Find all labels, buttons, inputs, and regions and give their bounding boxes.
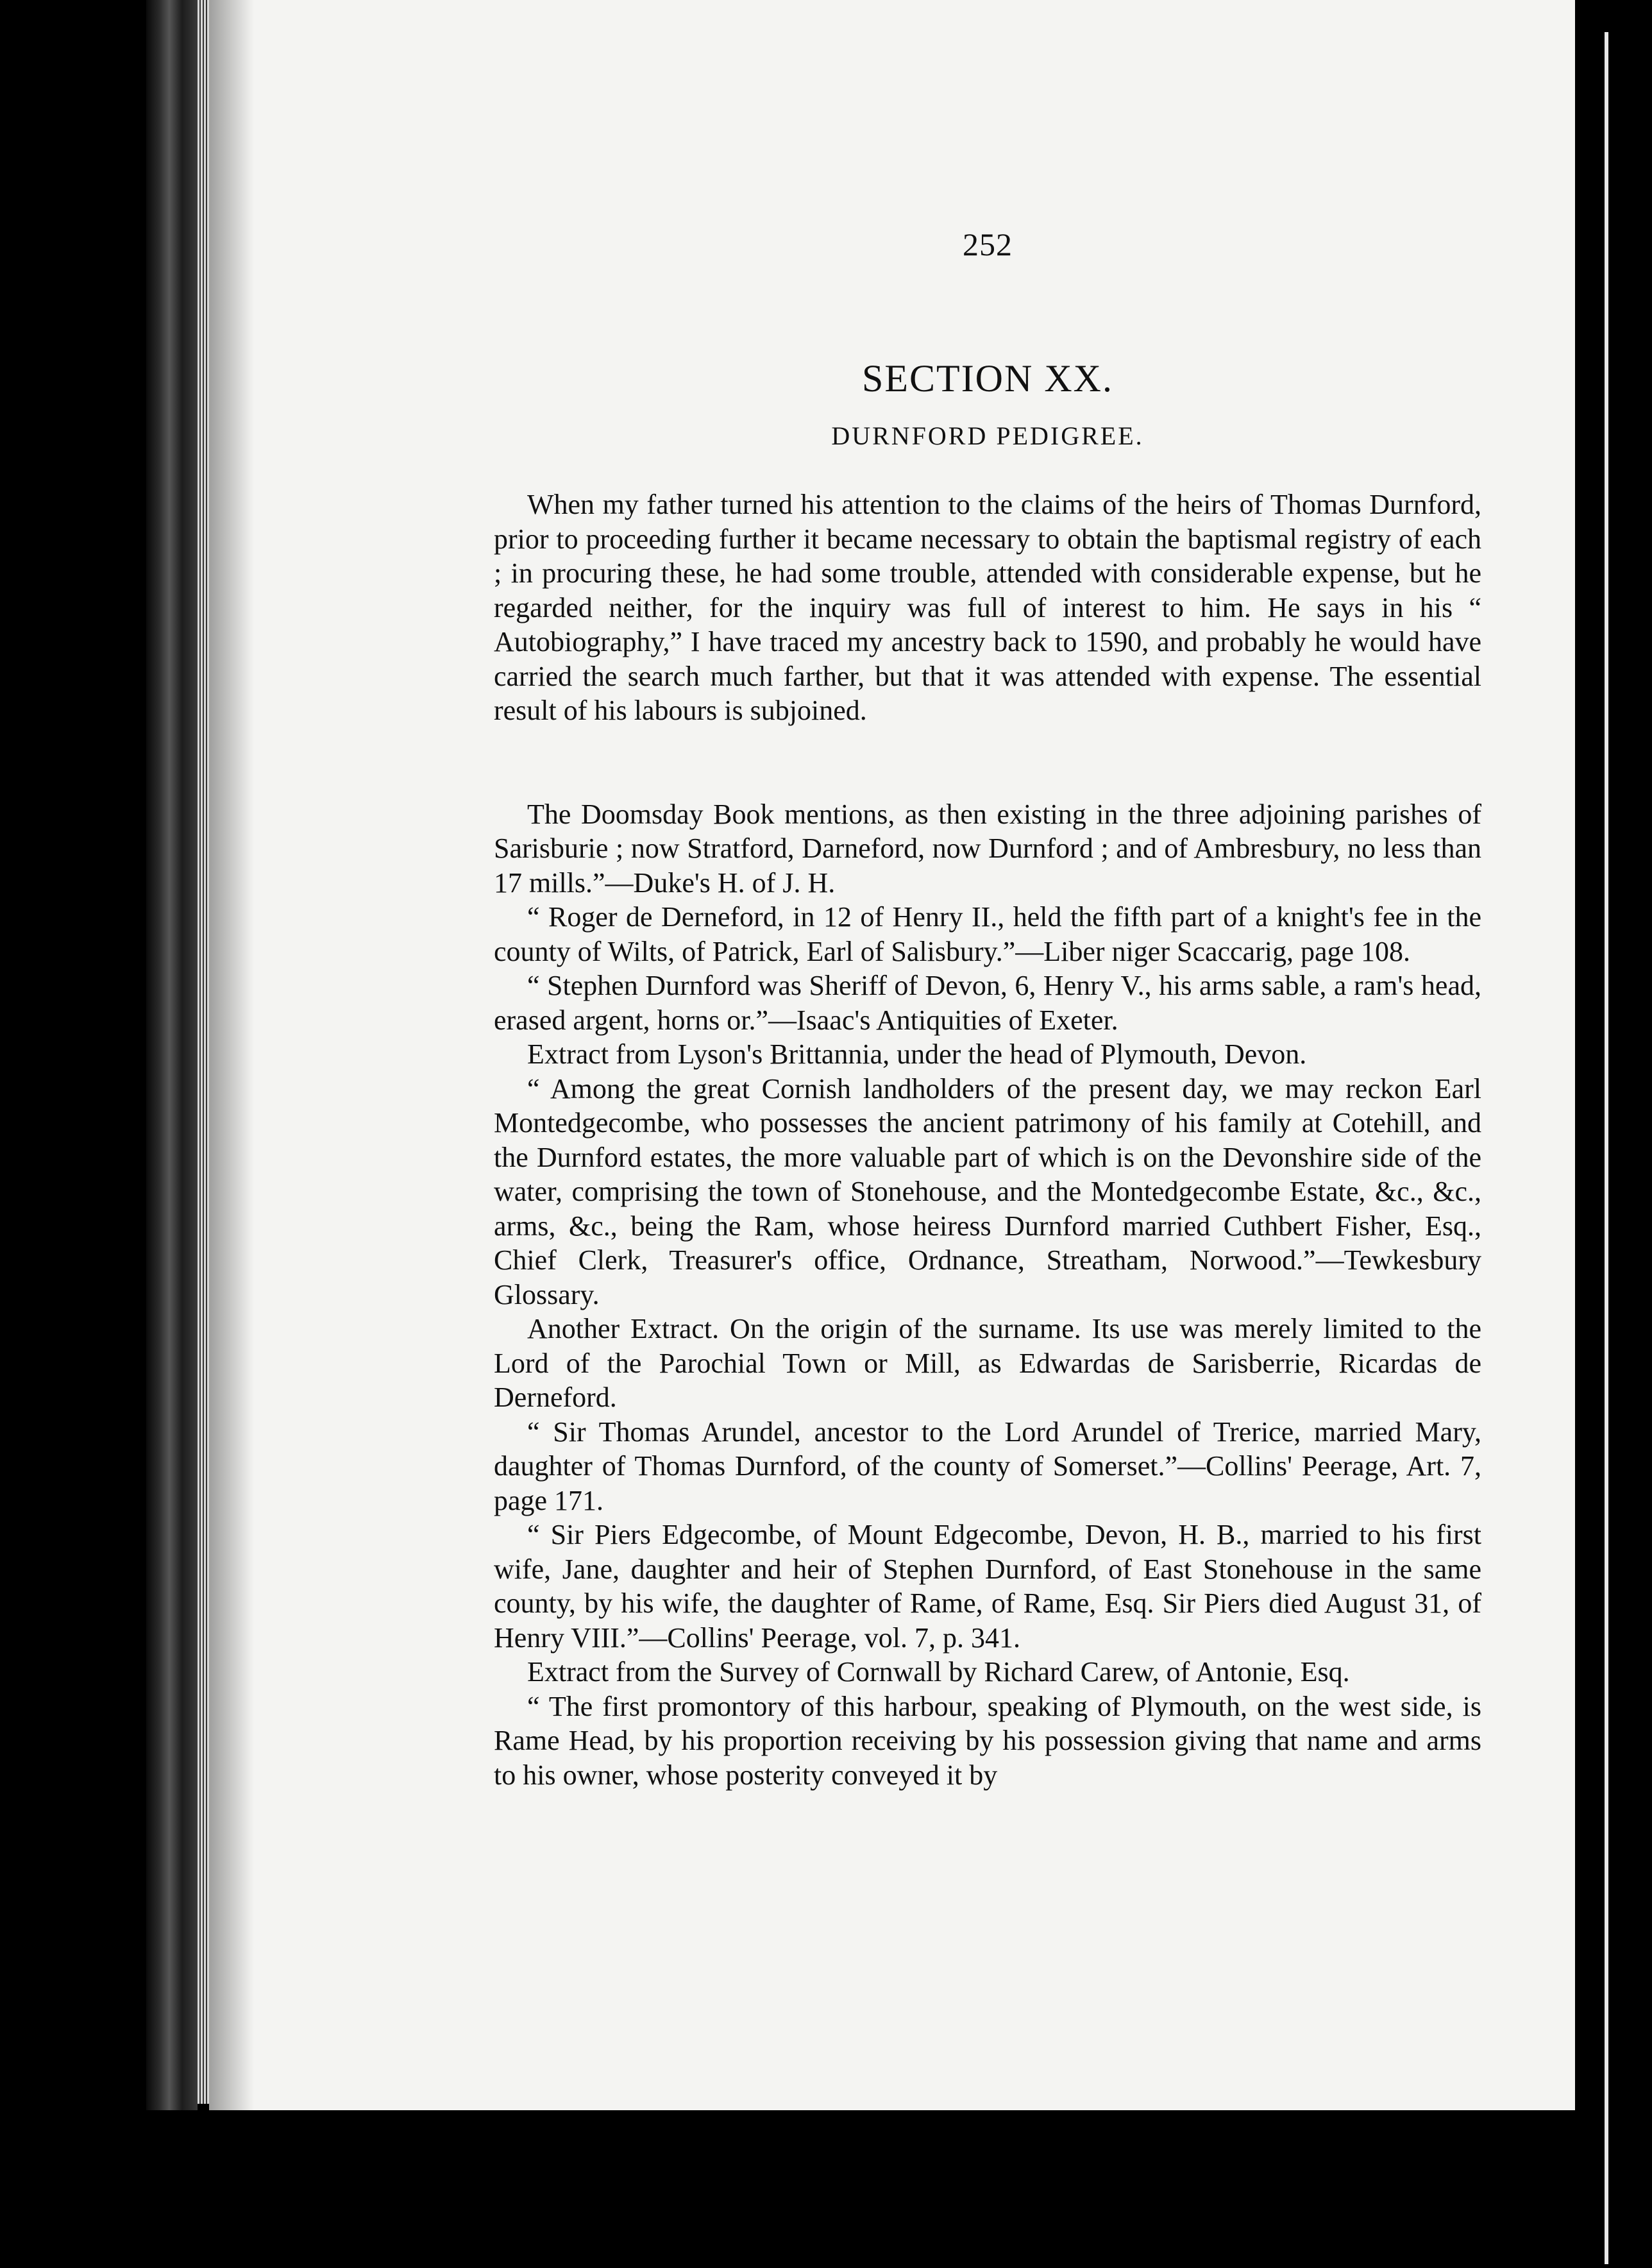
page-edges: [198, 0, 209, 2104]
paragraph-surname: Another Extract. On the origin of the surname. Its use was merely limited to the Lord of the Parochial Town or Mill, as Edwardas de Sarisberrie, Ricardas de Derneford.: [494, 1313, 1481, 1413]
scan-bottom-border: [146, 2110, 1575, 2268]
paragraph-doomsday: The Doomsday Book mentions, as then existing in the three adjoining parishes of Sarisburie ; now Stratford, Darneford, now Durnford ; and of Ambresbury, no less than 17 mills.”—Duke's H. of J. H.: [494, 798, 1481, 899]
page-number: 252: [963, 226, 1013, 262]
scan-right-border: [1575, 0, 1652, 2268]
next-page-edge: [1605, 32, 1608, 2264]
paragraph-arundel: “ Sir Thomas Arundel, ancestor to the Lord Arundel of Trerice, married Mary, daughter of Thomas Durnford, of the county of Somerset.”—Collins' Peerage, Art. 7, page 171.: [494, 1416, 1481, 1516]
paragraph-cornish: “ Among the great Cornish landholders of the present day, we may reckon Earl Montedgecombe, who possesses the ancient patrimony of his family at Cotehill, and the Durnford estates, the more valuable part of which is on the Devonshire side of the water, comprising the town of Stonehouse, and the Montedgecombe Estate, &c., &c., arms, &c., being the Ram, whose heiress Durnford married Cuthbert Fisher, Esq., Chief Clerk, Treasurer's office, Ordnance, Streatham, Norwood.”—Tewkesbury Glossary.: [494, 1072, 1481, 1310]
paragraph-roger: “ Roger de Derneford, in 12 of Henry II., held the fifth part of a knight's fee in the county of Wilts, of Patrick, Earl of Salisbury.”—Liber niger Scaccarig, page 108.: [494, 901, 1481, 967]
paragraph-lysons-heading: Extract from Lyson's Brittannia, under the head of Plymouth, Devon.: [527, 1038, 1307, 1070]
gutter-shadow: [209, 0, 254, 2110]
section-subtitle: DURNFORD PEDIGREE.: [831, 421, 1144, 450]
paragraph-edgecombe: “ Sir Piers Edgecombe, of Mount Edgecombe, Devon, H. B., married to his first wife, Jane, daughter and heir of Stephen Durnford, of East Stonehouse in the same county, by his wife, the daughter of Rame, of Rame, Esq. Sir Piers died August 31, of Henry VIII.”—Collins' Peerage, vol. 7, p. 341.: [494, 1519, 1481, 1654]
paragraph-carew-heading: Extract from the Survey of Cornwall by Richard Carew, of Antonie, Esq.: [527, 1656, 1350, 1688]
paragraph-spacer: [494, 728, 1481, 797]
page-body: [494, 487, 1481, 1792]
paragraph-stephen: “ Stephen Durnford was Sheriff of Devon, 6, Henry V., his arms sable, a ram's head, erased argent, horns or.”—Isaac's Antiquities of Exeter.: [494, 970, 1481, 1036]
book-spine-edge: [146, 0, 198, 2117]
section-title: SECTION XX.: [862, 357, 1113, 400]
paragraph-intro: When my father turned his attention to the claims of the heirs of Thomas Durnford, prior to proceeding further it became necessary to obtain the baptismal registry of each ; in procuring these, he had some trouble, attended with considerable expense, but he regarded neither, for the inquiry was full of interest to him. He says in his “ Autobiography,” I have traced my ancestry back to 1590, and probably he would have carried the search much farther, but that it was attended with expense. The essential result of his labours is subjoined.: [494, 489, 1481, 726]
paragraph-promontory: “ The first promontory of this harbour, speaking of Plymouth, on the west side, is Rame Head, by his proportion receiving by his possession giving that name and arms to his owner, whose posterity conveyed it by: [494, 1690, 1481, 1791]
